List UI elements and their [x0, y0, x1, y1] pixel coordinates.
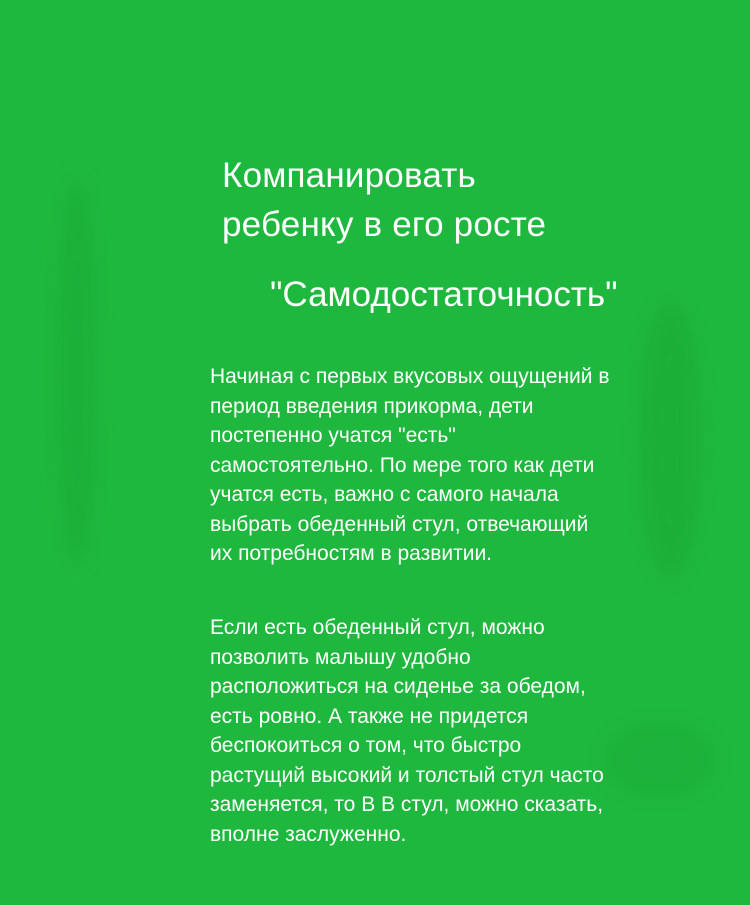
paragraph-line: расположиться на сиденье за обедом, [210, 675, 586, 698]
page-title-line: ребенку в его росте [222, 205, 547, 244]
paragraph-line: выбрать обеденный стул, отвечающий [210, 512, 589, 536]
paragraph-line: позволить малышу удобно [210, 645, 471, 669]
paragraph-line: есть ровно. А также не придется [210, 704, 529, 728]
paragraph-line: вполне заслуженно. [210, 822, 407, 846]
subtitle: "Самодостаточность" [270, 275, 618, 314]
paragraph-benefits [210, 613, 715, 849]
paragraph-line: период введения прикорма, дети [210, 394, 534, 418]
paragraph-line: беспокоиться о том, что быстро [210, 734, 522, 757]
paragraph-line: Если есть обеденный стул, можно [210, 616, 545, 639]
paragraph-line: Начиная с первых вкусовых ощущений в [210, 365, 610, 388]
background-shape [58, 175, 96, 570]
paragraph-line: растущий высокий и толстый стул часто [210, 763, 604, 787]
page-title-line: Компанировать [222, 156, 476, 195]
paragraph-line: заменяется, то В В стул, можно сказать, [210, 793, 604, 816]
paragraph-line: их потребностям в развитии. [210, 542, 493, 565]
paragraph-line: самостоятельно. По мере того как дети [210, 453, 595, 477]
page-title [222, 151, 546, 249]
paragraph-line: учатся есть, важно с самого начала [210, 483, 559, 506]
paragraph-intro [210, 362, 715, 569]
paragraph-line: постепенно учатся "есть" [210, 424, 456, 447]
